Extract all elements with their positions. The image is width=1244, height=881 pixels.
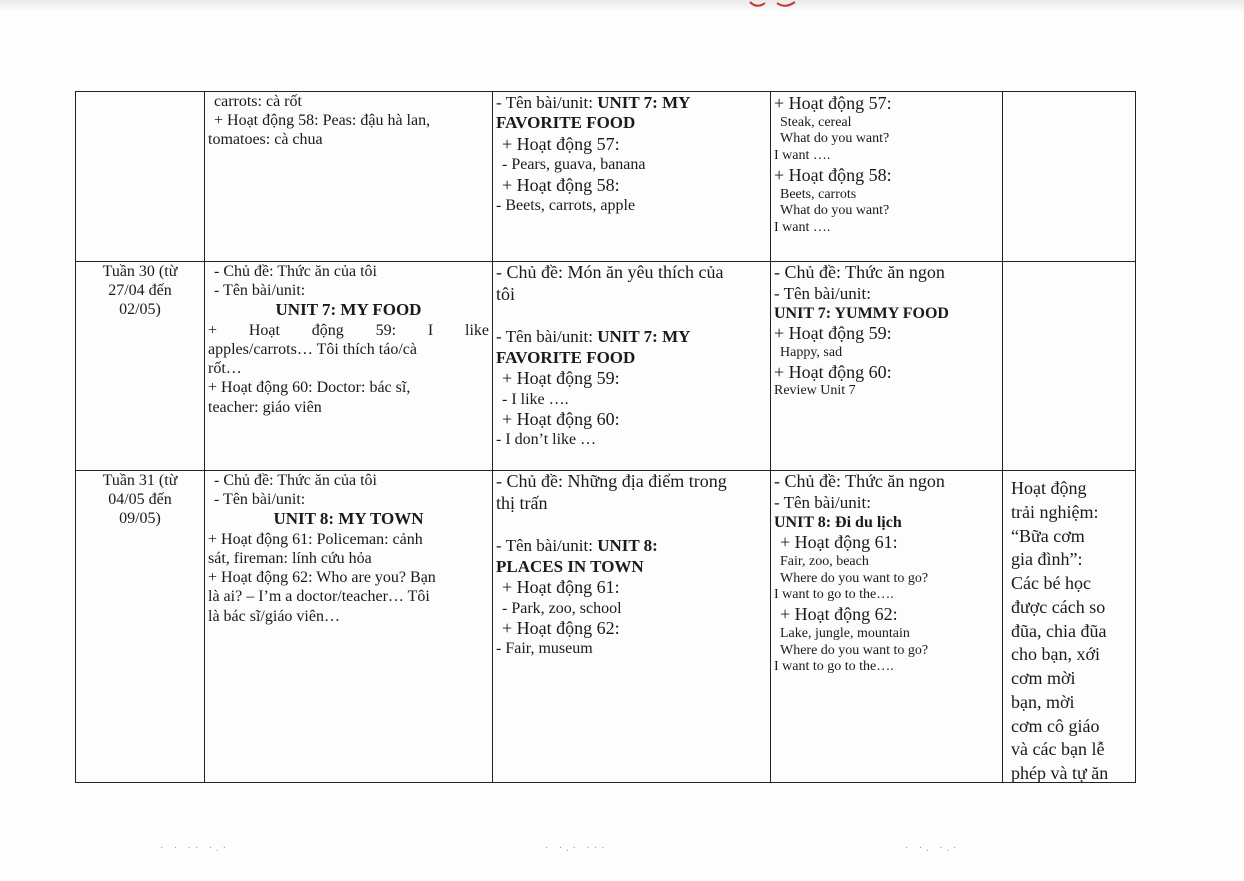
unit-name-line: - Tên bài/unit: UNIT 8: xyxy=(496,536,658,556)
row3-experience-cell xyxy=(1003,471,1135,782)
unit-title: UNIT 7: YUMMY FOOD xyxy=(774,304,949,322)
activity-items: - Fair, museum xyxy=(496,640,593,658)
question-line: What do you want? xyxy=(780,203,890,219)
answer-line: I want …. xyxy=(774,148,831,164)
topic-line: - Chủ đề: Thức ăn của tôi xyxy=(214,472,377,489)
text-line: cho bạn, xới xyxy=(1011,644,1100,665)
text-line: “Bữa cơm xyxy=(1011,525,1085,546)
activity-line: là bác sĩ/giáo viên… xyxy=(208,607,340,625)
activity-line: + Hoạt động 61: Policeman: cảnh xyxy=(208,530,423,548)
topic-line: - Chủ đề: Thức ăn ngon xyxy=(774,262,945,282)
text-line: carrots: cà rốt xyxy=(214,93,302,110)
text-line: cơm cô giáo xyxy=(1011,715,1100,736)
activity-items: - I like …. xyxy=(502,390,569,408)
row1-level2-cell xyxy=(205,92,492,261)
text-line: tomatoes: cà chua xyxy=(208,131,323,149)
question-line: Where do you want to go? xyxy=(780,642,929,658)
row2-level3-cell xyxy=(493,262,770,470)
lesson-plan-table xyxy=(75,91,1136,783)
scan-speckle: · ·.· ··· xyxy=(545,843,609,854)
week-label: Tuần 31 (từ xyxy=(102,472,178,489)
unit-name-line: - Tên bài/unit: UNIT 7: MY xyxy=(496,93,691,112)
activity-heading: + Hoạt động 60: xyxy=(502,408,620,429)
unit-title: UNIT 8: Đi du lịch xyxy=(774,513,902,531)
text-line: + Hoạt động 58: Peas: đậu hà lan, xyxy=(214,112,431,130)
activity-line: + Hoạt động 62: Who are you? Bạn xyxy=(208,569,436,587)
topic-line: tôi xyxy=(496,283,516,304)
activity-heading: + Hoạt động 60: xyxy=(774,361,892,382)
activity-heading: + Hoạt động 62: xyxy=(780,604,898,625)
activity-line: teacher: giáo viên xyxy=(208,398,322,416)
answer-line: I want …. xyxy=(774,220,831,236)
scan-speckle: · ·. ·.· xyxy=(905,843,961,854)
row2-level4-cell xyxy=(771,262,1002,470)
unit-name-line: - Tên bài/unit: xyxy=(774,283,871,303)
topic-line: - Chủ đề: Thức ăn của tôi xyxy=(214,263,377,280)
row1-level4-cell xyxy=(771,93,1002,261)
experience-text xyxy=(1011,471,1132,782)
week-label: 09/05) xyxy=(119,510,161,528)
text-line: trải nghiệm: xyxy=(1011,501,1099,522)
text-line: đũa, chia đũa xyxy=(1011,620,1107,641)
activity-heading: + Hoạt động 57: xyxy=(502,133,620,154)
text-line: Các bé học xyxy=(1011,573,1091,593)
text-line: cơm mời xyxy=(1011,668,1076,688)
activity-items: - Beets, carrots, apple xyxy=(496,197,636,215)
question-line: What do you want? xyxy=(780,131,890,147)
scan-edge xyxy=(0,0,1244,12)
unit-name-bold: PLACES IN TOWN xyxy=(496,556,644,576)
vocab-words: Review Unit 7 xyxy=(774,383,856,399)
activity-items: - I don’t like … xyxy=(496,431,597,449)
text-line: gia đình”: xyxy=(1011,549,1083,570)
vocab-words: Fair, zoo, beach xyxy=(780,553,869,569)
week-label: 02/05) xyxy=(119,301,161,319)
topic-line: - Chủ đề: Món ăn yêu thích của xyxy=(496,262,724,282)
activity-line: là ai? – I’m a doctor/teacher… Tôi xyxy=(208,588,430,606)
vocab-words: Beets, carrots xyxy=(780,186,857,202)
activity-heading: + Hoạt động 61: xyxy=(502,576,620,597)
row3-level4-cell xyxy=(771,471,1002,782)
activity-heading: + Hoạt động 58: xyxy=(774,164,892,185)
week-label: 04/05 đến xyxy=(108,491,172,509)
activity-heading: + Hoạt động 57: xyxy=(774,93,892,113)
text-line: Hoạt động xyxy=(1011,478,1087,498)
week-label: Tuần 30 (từ xyxy=(102,263,178,280)
activity-line: + Hoạt động 60: Doctor: bác sĩ, xyxy=(208,379,411,397)
topic-line: - Chủ đề: Thức ăn ngon xyxy=(774,471,945,491)
red-stamp-fragment xyxy=(745,0,805,10)
vocab-words: Steak, cereal xyxy=(780,114,852,130)
question-line: Where do you want to go? xyxy=(780,570,929,586)
topic-line: - Chủ đề: Những địa điểm trong xyxy=(496,471,727,491)
vocab-words: Lake, jungle, mountain xyxy=(780,625,910,641)
activity-line: rốt… xyxy=(208,360,242,378)
answer-line: I want to go to the…. xyxy=(774,659,894,675)
unit-title: UNIT 8: MY TOWN xyxy=(273,509,424,529)
unit-name-bold: FAVORITE FOOD xyxy=(496,347,636,367)
activity-heading: + Hoạt động 59: xyxy=(774,323,892,344)
activity-items: - Park, zoo, school xyxy=(502,599,622,617)
vocab-words: Happy, sad xyxy=(780,344,843,360)
week-label: 27/04 đến xyxy=(108,282,172,300)
unit-name-line: - Tên bài/unit: xyxy=(214,491,306,509)
row3-week-cell xyxy=(76,471,204,782)
text-line: được cách so xyxy=(1011,596,1106,617)
text-line: bạn, mời xyxy=(1011,691,1075,712)
unit-name-line: - Tên bài/unit: xyxy=(774,492,871,512)
activity-line: sát, fireman: lính cứu hỏa xyxy=(208,549,372,567)
activity-line: + Hoạt động 59: I like xyxy=(208,321,489,339)
activity-line: apples/carrots… Tôi thích táo/cà xyxy=(208,340,417,358)
text-line: phép và tự ăn xyxy=(1011,763,1109,782)
answer-line: I want to go to the…. xyxy=(774,587,894,603)
row3-level3-cell xyxy=(493,471,770,782)
activity-heading: + Hoạt động 59: xyxy=(502,367,620,388)
topic-line: thị trấn xyxy=(496,492,548,513)
row2-level2-cell xyxy=(205,262,492,470)
row1-level3-cell xyxy=(493,93,770,261)
activity-heading: + Hoạt động 62: xyxy=(502,617,620,638)
row3-level2-cell xyxy=(205,471,492,782)
unit-name-bold: FAVORITE FOOD xyxy=(496,113,636,133)
unit-name-line: - Tên bài/unit: xyxy=(214,282,306,300)
row2-week-cell xyxy=(76,262,204,470)
activity-heading: + Hoạt động 61: xyxy=(780,532,898,553)
text-line: và các bạn lễ xyxy=(1011,739,1105,760)
activity-items: - Pears, guava, banana xyxy=(502,156,646,174)
scan-speckle: · · ·· ·.· xyxy=(160,843,230,854)
activity-heading: + Hoạt động 58: xyxy=(502,174,620,195)
unit-name-line: - Tên bài/unit: UNIT 7: MY xyxy=(496,327,691,347)
unit-title: UNIT 7: MY FOOD xyxy=(275,300,422,320)
